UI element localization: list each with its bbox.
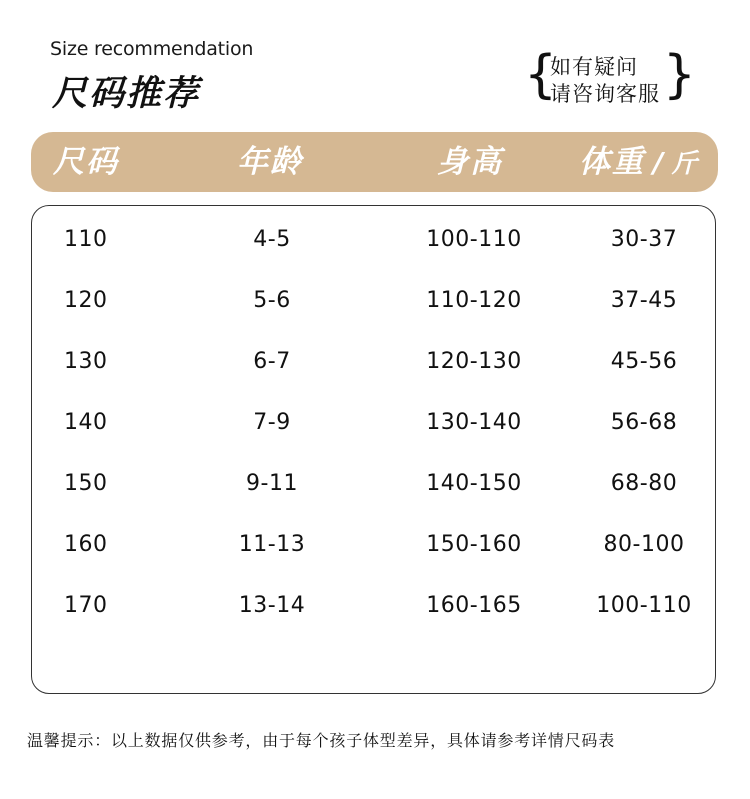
column-header-age: 年龄 bbox=[237, 144, 303, 180]
cell-height: 140-150 bbox=[426, 471, 522, 496]
cell-age: 13-14 bbox=[238, 593, 306, 618]
column-header-weight bbox=[579, 132, 699, 192]
column-header-weight-label: 体重 bbox=[579, 144, 645, 180]
cell-age: 5-6 bbox=[253, 288, 291, 313]
table-row bbox=[32, 586, 717, 626]
cell-size: 170 bbox=[64, 593, 108, 618]
notice-line-2: 请咨询客服 bbox=[550, 82, 660, 106]
table-header-bar bbox=[31, 132, 718, 192]
column-header-weight-separator: / bbox=[653, 146, 666, 179]
table-row bbox=[32, 525, 717, 565]
right-brace-icon: } bbox=[662, 45, 696, 105]
cell-age: 4-5 bbox=[253, 227, 291, 252]
left-brace-icon: { bbox=[524, 45, 558, 105]
table-row bbox=[32, 403, 717, 443]
cell-height: 120-130 bbox=[426, 349, 522, 374]
cell-weight: 37-45 bbox=[610, 288, 678, 313]
column-header-size: 尺码 bbox=[53, 144, 119, 180]
cell-size: 130 bbox=[64, 349, 108, 374]
cell-height: 110-120 bbox=[426, 288, 522, 313]
subtitle-english: Size recommendation bbox=[50, 38, 254, 60]
cell-size: 160 bbox=[64, 532, 108, 557]
cell-size: 120 bbox=[64, 288, 108, 313]
footer-note: 温馨提示：以上数据仅供参考，由于每个孩子体型差异，具体请参考详情尺码表 bbox=[27, 731, 616, 750]
table-row bbox=[32, 220, 717, 260]
table-row bbox=[32, 281, 717, 321]
cell-weight: 100-110 bbox=[596, 593, 692, 618]
customer-service-notice bbox=[524, 45, 696, 110]
cell-weight: 30-37 bbox=[610, 227, 678, 252]
cell-height: 130-140 bbox=[426, 410, 522, 435]
cell-height: 160-165 bbox=[426, 593, 522, 618]
column-header-height: 身高 bbox=[437, 144, 503, 180]
table-row bbox=[32, 342, 717, 382]
size-table bbox=[31, 205, 716, 694]
cell-weight: 45-56 bbox=[610, 349, 678, 374]
cell-size: 140 bbox=[64, 410, 108, 435]
table-row bbox=[32, 464, 717, 504]
notice-text bbox=[550, 54, 660, 108]
cell-age: 7-9 bbox=[253, 410, 291, 435]
cell-age: 6-7 bbox=[253, 349, 291, 374]
column-header-weight-unit: 斤 bbox=[671, 149, 700, 179]
cell-weight: 56-68 bbox=[610, 410, 678, 435]
cell-height: 150-160 bbox=[426, 532, 522, 557]
cell-age: 11-13 bbox=[238, 532, 306, 557]
cell-age: 9-11 bbox=[246, 471, 298, 496]
cell-weight: 80-100 bbox=[603, 532, 685, 557]
page-title: 尺码推荐 bbox=[52, 74, 201, 114]
notice-line-1: 如有疑问 bbox=[550, 55, 638, 79]
cell-weight: 68-80 bbox=[610, 471, 678, 496]
cell-size: 110 bbox=[64, 227, 108, 252]
cell-size: 150 bbox=[64, 471, 108, 496]
cell-height: 100-110 bbox=[426, 227, 522, 252]
